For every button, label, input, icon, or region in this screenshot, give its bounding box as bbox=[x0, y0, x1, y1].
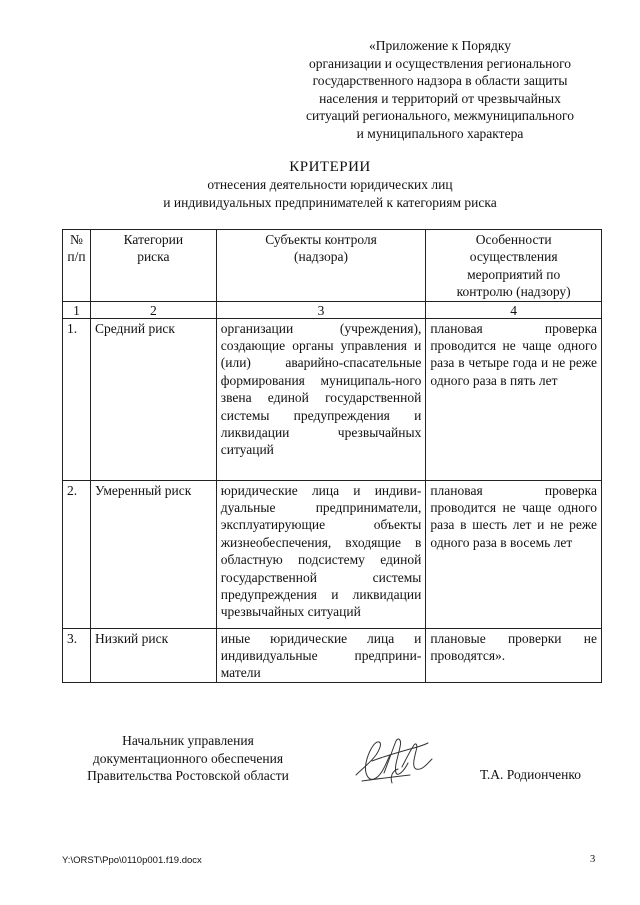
document-title bbox=[60, 158, 600, 211]
criteria-table bbox=[62, 229, 602, 683]
signer-line: Начальник управления bbox=[122, 733, 254, 748]
title-heading: КРИТЕРИИ bbox=[289, 159, 371, 175]
row-number: 1. bbox=[63, 318, 91, 480]
appendix-line: «Приложение к Порядку bbox=[369, 38, 511, 53]
row-subjects: юридические лица и индиви-дуальные предприниматели, эксплуатирующие объекты жизнеобеспечения, входящие в областную подсистему единой государственной системы предупреждения и ликвидации чрезвычайных ситуаций bbox=[216, 480, 426, 628]
header-features: Особенности осуществления мероприятий по контролю (надзору) bbox=[426, 230, 602, 302]
row-category: Средний риск bbox=[90, 318, 216, 480]
appendix-line: и муниципального характера bbox=[356, 125, 524, 141]
column-number: 2 bbox=[90, 301, 216, 318]
appendix-line: государственного надзора в области защиты bbox=[312, 73, 568, 89]
signer-line: Правительства Ростовской области bbox=[87, 768, 289, 784]
page-number: 3 bbox=[590, 854, 596, 865]
header-number: № п/п bbox=[63, 230, 91, 302]
column-number: 1 bbox=[63, 301, 91, 318]
column-number: 3 bbox=[216, 301, 426, 318]
row-features: плановая проверка проводится не чаще одного раза в четыре года и не реже одного раза в пять лет bbox=[426, 318, 602, 480]
row-features: плановые проверки не проводятся». bbox=[426, 628, 602, 682]
title-subtitle-line: и индивидуальных предпринимателей к категориям риска bbox=[163, 194, 497, 210]
row-subjects: организации (учреждения), создающие органы управления и (или) аварийно-спасательные формирования муниципаль-ного звена единой государственной системы предупреждения и ликвидации чрезвычайных ситуаций bbox=[216, 318, 426, 480]
row-subjects: иные юридические лица и индивидуальные предприни-матели bbox=[216, 628, 426, 682]
table-row bbox=[63, 628, 602, 682]
table-row bbox=[63, 318, 602, 480]
header-subjects: Субъекты контроля (надзора) bbox=[216, 230, 426, 302]
row-features: плановая проверка проводится не чаще одного раза в шесть лет и не реже одного раза в восемь лет bbox=[426, 480, 602, 628]
row-number: 3. bbox=[63, 628, 91, 682]
header-category: Категории риска bbox=[90, 230, 216, 302]
handwritten-signature bbox=[352, 733, 436, 789]
signer-line: документационного обеспечения bbox=[92, 750, 284, 766]
appendix-line: организации и осуществления регионального bbox=[308, 55, 572, 71]
appendix-line: ситуаций регионального, межмуниципального bbox=[306, 108, 574, 124]
table-row bbox=[63, 480, 602, 628]
file-path: Y:\ORST\Ppo\0110p001.f19.docx bbox=[62, 855, 202, 866]
signer-position bbox=[68, 732, 308, 785]
row-number: 2. bbox=[63, 480, 91, 628]
title-subtitle-line: отнесения деятельности юридических лиц bbox=[207, 177, 453, 192]
table-header-row bbox=[63, 230, 602, 302]
signer-name: Т.А. Родионченко bbox=[480, 767, 581, 782]
column-number: 4 bbox=[426, 301, 602, 318]
row-category: Умеренный риск bbox=[90, 480, 216, 628]
column-number-row bbox=[63, 301, 602, 318]
appendix-line: населения и территорий от чрезвычайных bbox=[319, 90, 561, 106]
appendix-header bbox=[270, 37, 610, 143]
row-category: Низкий риск bbox=[90, 628, 216, 682]
